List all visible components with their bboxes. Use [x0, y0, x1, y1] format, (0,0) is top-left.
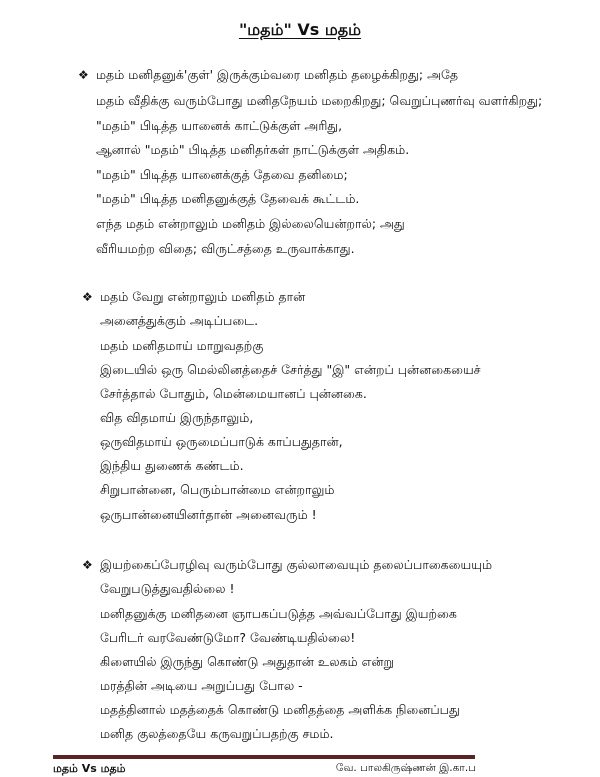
verse-line: வீரியமற்ற விதை; விருட்சத்தை உருவாக்காது.: [96, 241, 355, 256]
verse-line: கிளையில் இருந்து கொண்டு அதுதான் உலகம் என்று: [100, 654, 394, 669]
verse-line: மதம் வீதிக்கு வரும்போது மனிதநேயம் மறைகிறது; வெறுப்புணர்வு வளர்கிறது;: [96, 93, 543, 108]
verse-line: மதம் வேறு என்றாலும் மனிதம் தான்: [100, 289, 306, 304]
verse-line: சேர்த்தால் போதும், மென்மையானப் புன்னகை.: [100, 386, 367, 401]
verse-line: ஒருவிதமாய் ஒருமைப்பாடுக் காப்பதுதான்,: [100, 434, 343, 449]
verse-line: மதம் மனிதமாய் மாறுவதற்கு: [100, 338, 264, 353]
verse-line: ஒருபான்னையினர்தான் அனைவரும் !: [100, 507, 317, 522]
footer-title: மதம் Vs மதம்: [53, 762, 126, 775]
verse-line: இந்திய துணைக் கண்டம்.: [100, 458, 244, 473]
document-title-text: "மதம்" Vs மதம்: [238, 20, 362, 39]
verse-line: மனிதனுக்கு மனிதனை ஞாபகப்படுத்த அவ்வப்போது இயற்கை: [100, 606, 457, 621]
verse-line: இயற்கைப்பேரழிவு வரும்போது குல்லாவையும் தலைப்பாகையையும்: [100, 557, 492, 572]
verse-line: "மதம்" பிடித்த யானைக் காட்டுக்குள் அரிது,: [96, 118, 343, 133]
verse-line: ஆனால் "மதம்" பிடித்த மனிதர்கள் நாட்டுக்குள் அதிகம்.: [96, 142, 410, 157]
verse-line: அனைத்துக்கும் அடிப்படை.: [100, 313, 259, 328]
document-title: [0, 20, 600, 41]
verse-line: மதத்தினால் மதத்தைக் கொண்டு மனிதத்தை அளிக்க நினைப்பது: [100, 702, 460, 717]
verse-line: வித விதமாய் இருந்தாலும்,: [100, 410, 254, 425]
verse-line: எந்த மதம் என்றாலும் மனிதம் இல்லையென்றால்; அது: [96, 216, 405, 231]
verse-line: பேரிடர் வரவேண்டுமோ? வேண்டியதில்லை!: [100, 630, 356, 645]
bullet-diamond-icon: ❖: [82, 558, 93, 572]
bullet-diamond-icon: ❖: [82, 290, 93, 304]
verse-line: "மதம்" பிடித்த யானைக்குத் தேவை தனிமை;: [96, 167, 348, 182]
verse-line: மனித குலத்தையே கருவறுப்பதற்கு சமம்.: [100, 726, 334, 741]
verse-line: சிறுபான்னை, பெரும்பான்மை என்றாலும்: [100, 482, 335, 497]
verse-line: மரத்தின் அடியை அறுப்பது போல -: [100, 678, 303, 693]
bullet-diamond-icon: ❖: [78, 68, 89, 82]
verse-line: "மதம்" பிடித்த மனிதனுக்குத் தேவைக் கூட்டம்.: [96, 191, 360, 206]
verse-line: வேறுபடுத்துவதில்லை !: [100, 581, 235, 596]
footer-divider: [53, 755, 475, 759]
footer-author: வே. பாலகிருஷ்ணன் இ.கா.ப: [335, 762, 476, 774]
verse-line: மதம் மனிதனுக்'குள்' இருக்கும்வரை மனிதம் தழைக்கிறது; அதே: [96, 67, 458, 82]
verse-line: இடையில் ஒரு மெல்லினத்தைச் சேர்த்து "இ" என்றப் புன்னகையைச்: [100, 362, 481, 377]
